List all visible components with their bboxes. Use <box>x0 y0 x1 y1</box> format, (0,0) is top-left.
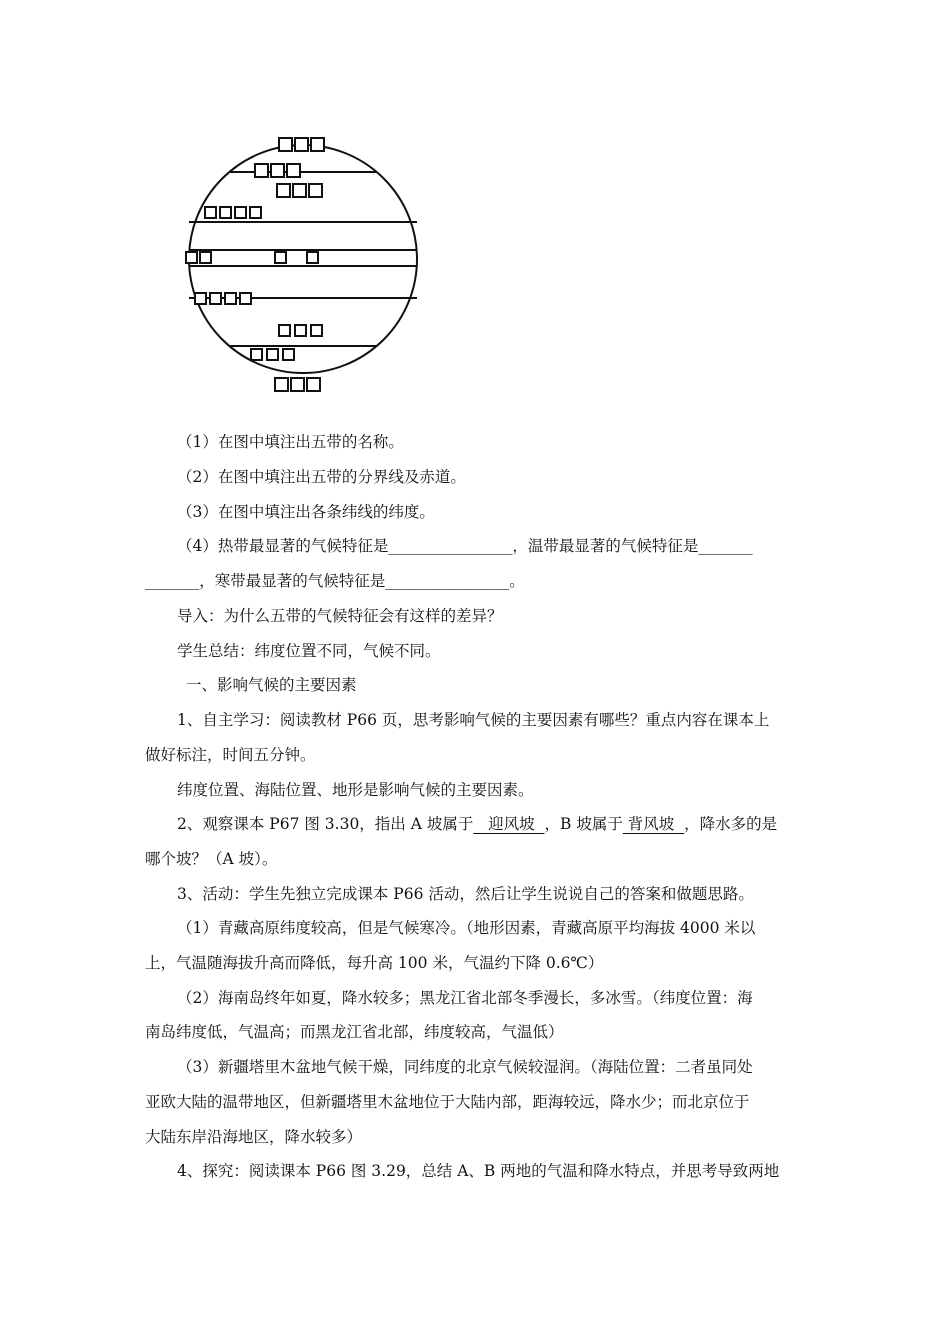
antarctic-circle-label-box <box>283 349 294 360</box>
torrid-zone-label-box <box>307 252 318 263</box>
case-2-line-2: 南岛纬度低，气温高；而黑龙江省北部，纬度较高，气温低） <box>145 1023 564 1041</box>
item-1-line-2: 做好标注，时间五分钟。 <box>145 746 316 764</box>
south-pole-label-box <box>291 378 304 391</box>
task-3: （3）在图中填注出各条纬线的纬度。 <box>177 503 435 521</box>
slope-b-answer: 背风坡 <box>622 815 685 833</box>
arctic-circle-label-box <box>255 164 268 177</box>
section-heading-1: 一、影响气候的主要因素 <box>186 676 357 694</box>
north-frigid-zone-label-box <box>277 184 290 197</box>
torrid-zone-label-box <box>275 252 286 263</box>
south-frigid-zone-label-box <box>279 325 290 336</box>
student-summary: 学生总结：纬度位置不同，气候不同。 <box>177 642 441 660</box>
case-3-line-1: （3）新疆塔里木盆地气候干燥，同纬度的北京气候较湿润。（海陆位置：二者虽同处 <box>177 1058 753 1076</box>
task-1: （1）在图中填注出五带的名称。 <box>177 433 404 451</box>
slope-a-answer: 迎风坡 <box>473 815 545 833</box>
north-frigid-zone-label-box <box>309 184 322 197</box>
south-temperate-zone-label-box <box>210 293 221 304</box>
south-frigid-zone-label-box <box>311 325 322 336</box>
task-2: （2）在图中填注出五带的分界线及赤道。 <box>177 468 466 486</box>
north-temperate-zone-label-box <box>205 207 216 218</box>
north-pole-label-box <box>279 138 292 151</box>
south-frigid-zone-label-box <box>295 325 306 336</box>
globe-outline <box>189 145 417 373</box>
north-temperate-zone-label-box <box>235 207 246 218</box>
south-temperate-zone-label-box <box>195 293 206 304</box>
item-2-pre: 2、观察课本 P67 图 3.30，指出 A 坡属于 <box>177 815 474 833</box>
antarctic-circle-label-box <box>251 349 262 360</box>
north-pole-label-box <box>311 138 324 151</box>
case-1-line-1: （1）青藏高原纬度较高，但是气候寒冷。（地形因素，青藏高原平均海拔 4000 米以 <box>177 919 756 937</box>
item-2-post: ，降水多的是 <box>684 815 778 833</box>
item-2-line-2: 哪个坡？（A 坡）。 <box>145 850 278 868</box>
equator-label-box <box>186 252 197 263</box>
item-2-mid: ，B 坡属于 <box>544 815 623 833</box>
south-temperate-zone-label-box <box>225 293 236 304</box>
task-4-line-1: （4）热带最显著的气候特征是________________，温带最显著的气候特征是_______ <box>177 537 753 555</box>
arctic-circle-label-box <box>287 164 300 177</box>
arctic-circle-label-box <box>271 164 284 177</box>
five-zones-globe-diagram <box>178 132 428 404</box>
intro-question: 导入：为什么五带的气候特征会有这样的差异？ <box>177 607 503 625</box>
case-3-line-3: 大陆东岸沿海地区，降水较多） <box>145 1128 363 1146</box>
south-pole-label-box <box>307 378 320 391</box>
north-temperate-zone-label-box <box>250 207 261 218</box>
case-2-line-1: （2）海南岛终年如夏，降水较多；黑龙江省北部冬季漫长，多冰雪。（纬度位置：海 <box>177 989 753 1007</box>
case-1-line-2: 上，气温随海拔升高而降低，每升高 100 米，气温约下降 0.6℃） <box>145 954 604 972</box>
factors-statement: 纬度位置、海陆位置、地形是影响气候的主要因素。 <box>177 781 534 799</box>
task-4-line-2: _______，寒带最显著的气候特征是________________。 <box>145 572 525 590</box>
north-temperate-zone-label-box <box>220 207 231 218</box>
item-3: 3、活动：学生先独立完成课本 P66 活动，然后让学生说说自己的答案和做题思路。 <box>177 885 754 903</box>
north-frigid-zone-label-box <box>293 184 306 197</box>
case-3-line-2: 亚欧大陆的温带地区，但新疆塔里木盆地位于大陆内部，距海较远，降水少；而北京位于 <box>145 1093 750 1111</box>
south-temperate-zone-label-box <box>240 293 251 304</box>
equator-label-box <box>200 252 211 263</box>
antarctic-circle-label-box <box>267 349 278 360</box>
item-4: 4、探究：阅读课本 P66 图 3.29，总结 A、B 两地的气温和降水特点，并思考导致两地 <box>177 1162 780 1180</box>
item-1-line-1: 1、自主学习：阅读教材 P66 页，思考影响气候的主要因素有哪些？重点内容在课本上 <box>177 711 770 729</box>
south-pole-label-box <box>275 378 288 391</box>
north-pole-label-box <box>295 138 308 151</box>
item-2-line-1 <box>177 814 950 834</box>
